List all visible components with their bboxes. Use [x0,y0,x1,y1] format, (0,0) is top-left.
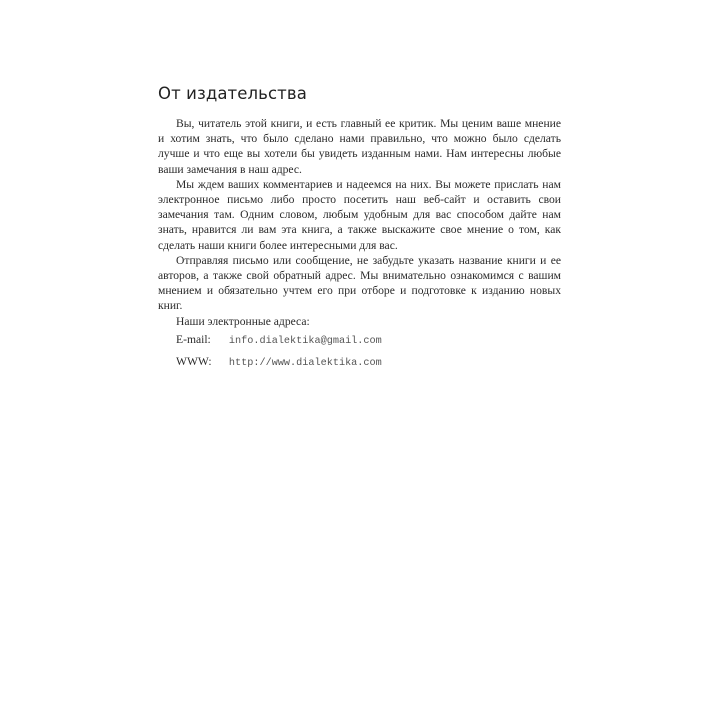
website-url[interactable]: http://www.dialektika.com [228,357,382,369]
body-text [158,116,561,373]
www-row [176,351,561,373]
paragraph-invitation: Вы, читатель этой книги, и есть главный ее критик. Мы ценим ваше мнение и хотим знать, что было сделано нами правильно, что можно было сделать лучше и что еще вы хотели бы увидеть изданным нами. Нам интересны любые ваши замечания в наш адрес. [158,117,561,176]
email-address[interactable]: info.dialektika@gmail.com [228,335,382,347]
addresses-intro: Наши электронные адреса: [176,314,310,328]
email-row [176,329,561,351]
paragraph-comments: Мы ждем ваших комментариев и надеемся на них. Вы можете прислать нам электронное письмо либо просто посетить наш веб-сайт и оставить свои замечания там. Одним словом, любым удобным для вас способом дайте нам знать, нравится ли вам эта книга, а также выскажите свое мнение о том, как сделать наши книги более интересными для вас. [158,177,561,252]
page-heading: От издательства [158,84,307,103]
email-label: E-mail: [176,332,211,346]
www-label: WWW: [176,354,212,368]
paragraph-sending: Отправляя письмо или сообщение, не забудьте указать название книги и ее авторов, а также свой обратный адрес. Мы внимательно ознакомимся с вашим мнением и обязательно учтем его при отборе и подготовке к изданию новых книг. [158,253,561,313]
